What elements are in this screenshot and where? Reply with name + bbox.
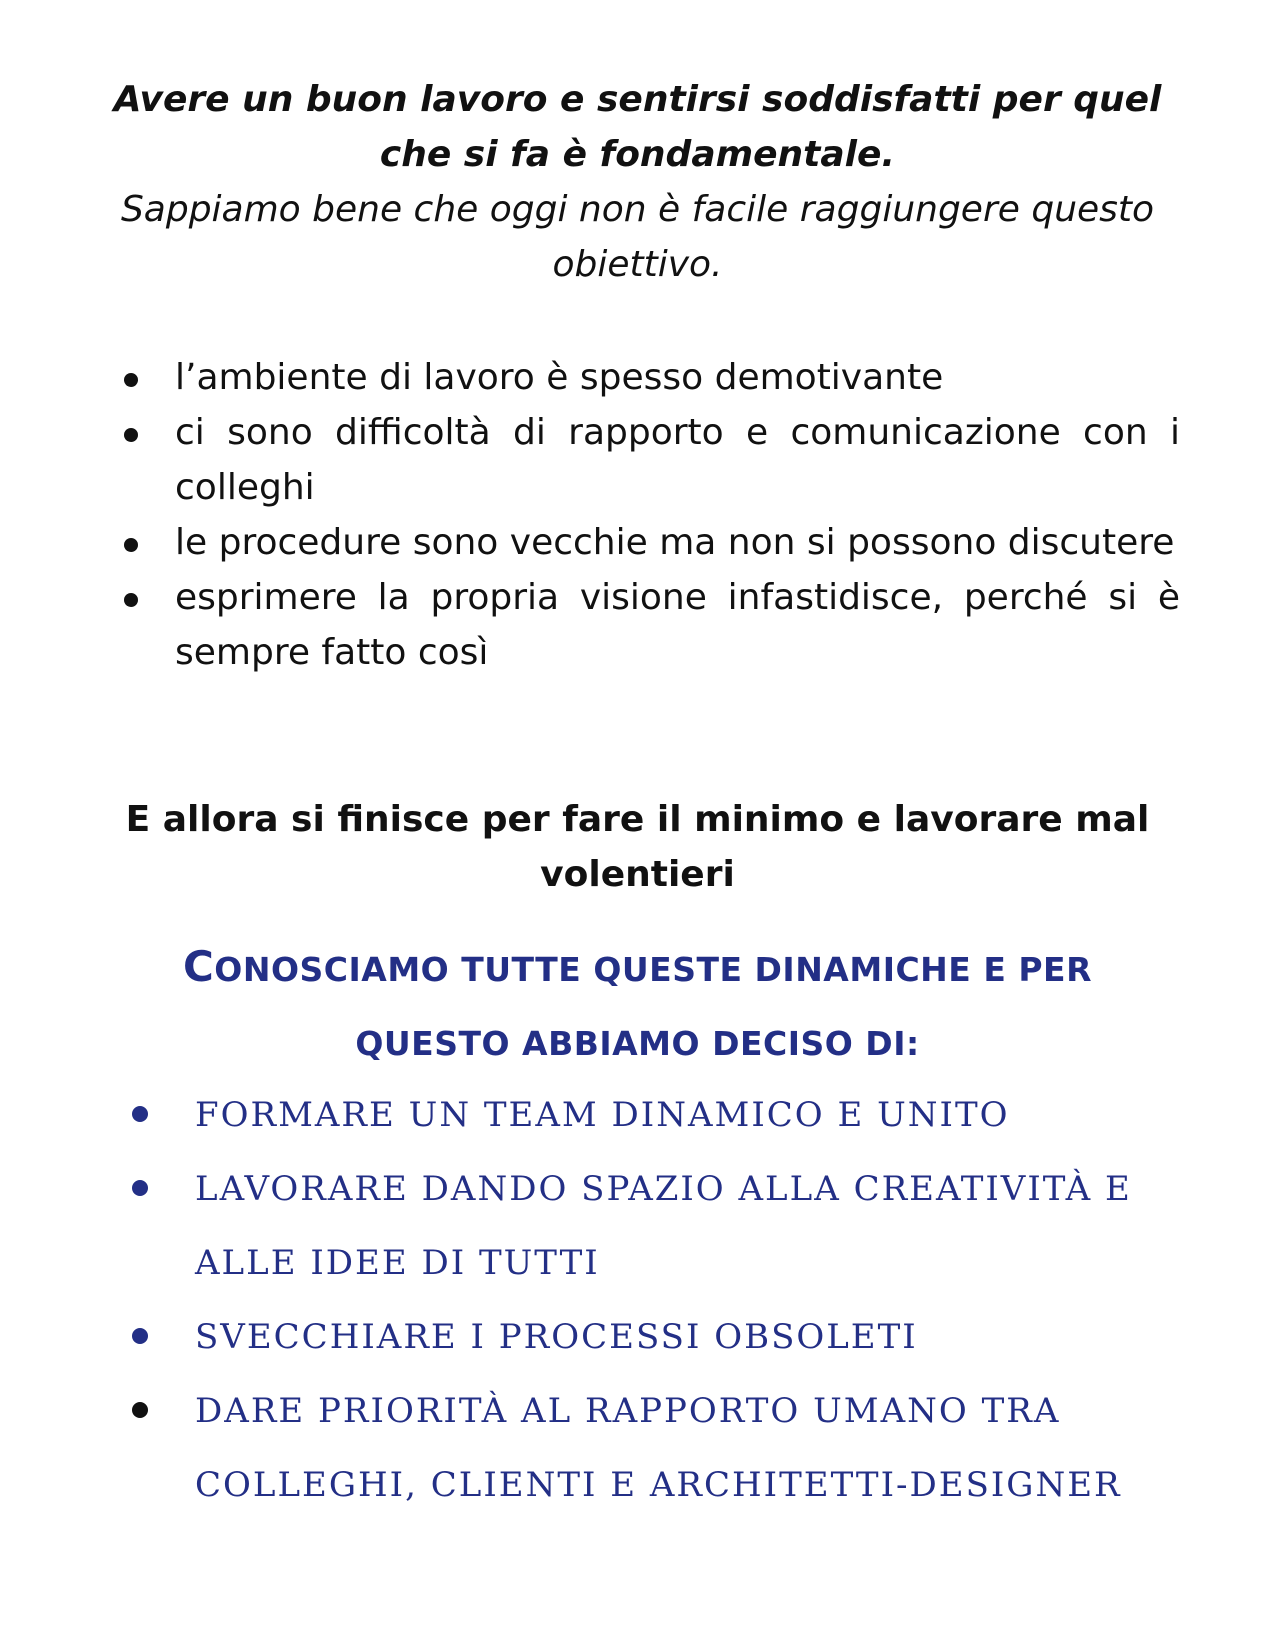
- bullet-icon: [132, 1180, 148, 1196]
- problem-text: ci sono difficoltà di rapporto e comunicazione con i colleghi: [175, 412, 1180, 508]
- intro-block: [110, 72, 1165, 292]
- list-item: [128, 1300, 1188, 1374]
- goal-text: DARE PRIORITÀ AL RAPPORTO UMANO TRA COLLEGHI, CLIENTI E ARCHITETTI-DESIGNER: [195, 1391, 1122, 1505]
- bullet-icon: [132, 1106, 148, 1122]
- bullet-icon: [124, 373, 138, 387]
- intro-sub: [110, 182, 1165, 292]
- conclusion-line-2: volentieri: [540, 854, 735, 895]
- conclusion-text: [110, 792, 1165, 902]
- goals-list: [128, 1078, 1188, 1522]
- list-item: [128, 1078, 1188, 1152]
- list-item: [118, 405, 1180, 515]
- goal-text: LAVORARE DANDO SPAZIO ALLA CREATIVITÀ E ALLE IDEE DI TUTTI: [195, 1169, 1132, 1283]
- goal-text: FORMARE UN TEAM DINAMICO E UNITO: [195, 1095, 1010, 1135]
- intro-lead: [110, 72, 1165, 182]
- heading-line-1: ONOSCIAMO TUTTE QUESTE DINAMICHE E PER: [214, 950, 1093, 989]
- problem-text: le procedure sono vecchie ma non si possono discutere: [175, 522, 1175, 563]
- intro-sub-line-2: obiettivo.: [552, 244, 723, 285]
- bullet-icon: [124, 428, 138, 442]
- intro-lead-line-2: che si fa è fondamentale.: [379, 134, 896, 175]
- bullet-icon: [124, 538, 138, 552]
- section-heading: [110, 930, 1165, 1081]
- bullet-icon: [124, 593, 138, 607]
- heading-line-2: QUESTO ABBIAMO DECISO DI:: [355, 1024, 920, 1063]
- bullet-icon: [132, 1402, 148, 1418]
- list-item: [128, 1374, 1188, 1522]
- list-item: [118, 515, 1180, 570]
- problem-text: l’ambiente di lavoro è spesso demotivante: [175, 357, 944, 398]
- goal-text: SVECCHIARE I PROCESSI OBSOLETI: [195, 1317, 918, 1357]
- intro-sub-line-1: Sappiamo bene che oggi non è facile raggiungere questo: [120, 189, 1155, 230]
- conclusion-line-1: E allora si finisce per fare il minimo e lavorare mal: [125, 799, 1150, 840]
- intro-lead-line-1: Avere un buon lavoro e sentirsi soddisfatti per quel: [113, 79, 1162, 120]
- problem-text: esprimere la propria visione infastidisce, perché si è sempre fatto così: [175, 577, 1180, 673]
- bullet-icon: [132, 1328, 148, 1344]
- problems-list: [118, 350, 1180, 680]
- list-item: [118, 570, 1180, 680]
- list-item: [128, 1152, 1188, 1300]
- heading-initial: C: [182, 942, 215, 991]
- list-item: [118, 350, 1180, 405]
